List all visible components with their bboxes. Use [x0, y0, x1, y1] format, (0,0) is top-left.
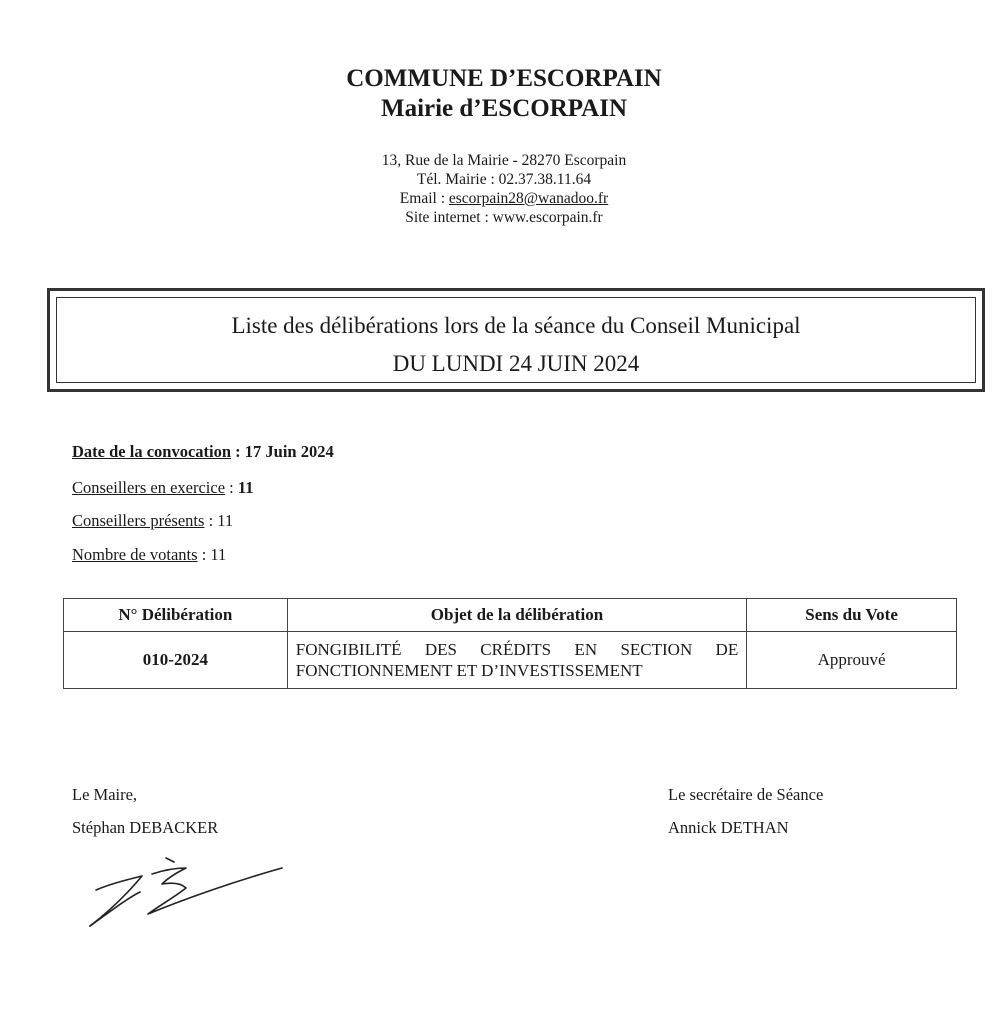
header-objet: Objet de la délibération — [287, 599, 746, 632]
secretaire-name: Annick DETHAN — [668, 818, 789, 837]
maire-name: Stéphan DEBACKER — [72, 818, 219, 837]
votants-label: Nombre de votants — [72, 545, 198, 564]
secretaire-title: Le secrétaire de Séance — [668, 785, 824, 804]
convocation-value: 17 Juin 2024 — [244, 442, 334, 461]
votants-value: : 11 — [197, 545, 227, 564]
exercice-sep: : — [225, 478, 238, 497]
nombre-votants — [72, 545, 226, 565]
phone: Tél. Mairie : 02.37.38.11.64 — [416, 171, 592, 188]
handwritten-signature — [82, 852, 292, 932]
deliberation-number: 010-2024 — [64, 632, 288, 689]
email-line — [0, 189, 1008, 208]
deliberations-banner — [47, 288, 985, 392]
website: Site internet : www.escorpain.fr — [405, 209, 603, 226]
address: 13, Rue de la Mairie - 28270 Escorpain — [381, 152, 627, 169]
exercice-value: 11 — [237, 478, 254, 497]
conseillers-presents — [72, 511, 233, 531]
email-link[interactable]: escorpain28@wanadoo.fr — [448, 190, 609, 207]
maire-title: Le Maire, — [72, 785, 138, 804]
banner-inner-frame — [56, 297, 976, 383]
header-vote: Sens du Vote — [747, 599, 957, 632]
email-label: Email : — [399, 190, 449, 207]
conseillers-exercice — [72, 478, 253, 498]
table-row — [64, 632, 957, 689]
banner-title: Liste des délibérations lors de la séance du Conseil Municipal — [231, 313, 801, 338]
mairie-title: Mairie d’ESCORPAIN — [380, 95, 628, 122]
deliberations-table — [63, 598, 957, 689]
exercice-label: Conseillers en exercice — [72, 478, 226, 497]
header-numero: N° Délibération — [64, 599, 288, 632]
presents-value: : 11 — [204, 511, 234, 530]
contact-block — [0, 151, 1008, 227]
convocation-label: Date de la convocation — [72, 442, 232, 461]
vote-result: Approuvé — [747, 632, 957, 689]
presents-label: Conseillers présents — [72, 511, 205, 530]
convocation-sep: : — [231, 442, 245, 461]
convocation-date — [72, 442, 334, 462]
commune-title: COMMUNE D’ESCORPAIN — [346, 65, 662, 92]
table-header-row — [64, 599, 957, 632]
deliberation-object: FONGIBILITÉ DES CRÉDITS EN SECTION DE FONCTIONNEMENT ET D’INVESTISSEMENT — [287, 632, 746, 689]
banner-date: DU LUNDI 24 JUIN 2024 — [392, 351, 640, 376]
